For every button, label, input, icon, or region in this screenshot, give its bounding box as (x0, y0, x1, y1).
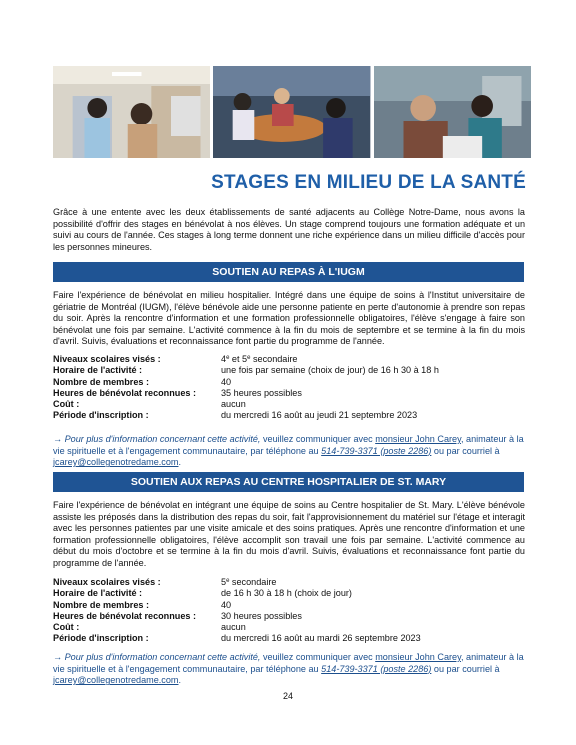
detail-label: Niveaux scolaires visés : (53, 354, 161, 364)
details-iugm (53, 354, 525, 422)
detail-label: Niveaux scolaires visés : (53, 577, 161, 587)
detail-row-cost (53, 399, 525, 410)
detail-label: Horaire de l'activité : (53, 588, 143, 599)
email-link[interactable]: jcarey@collegenotredame.com (53, 675, 179, 686)
detail-row-levels (53, 577, 525, 588)
detail-label: Coût : (53, 399, 80, 410)
phone-number: 514-739-3371 (poste 2286) (321, 663, 432, 674)
page-number: 24 (282, 691, 293, 701)
photo-volunteers-corridor (53, 66, 210, 158)
info-contact-st-mary: → Pour plus d'information concernant cette activité, veuillez communiquer avec monsieur John Carey, animateur à la vie spirituelle et à l'engagement communautaire, par téléphone au 514-739-3371 (poste 2286) ou par courriel à jcarey@collegenotredame.com. (53, 652, 524, 686)
detail-value: du mercredi 16 août au jeudi 21 septembre 2023 (221, 410, 418, 421)
photo-volunteer-patient (374, 66, 531, 158)
photo-strip (53, 66, 531, 158)
detail-row-levels (53, 354, 525, 365)
section-description-iugm: Faire l'expérience de bénévolat en milieu hospitalier. Intégré dans une équipe de soins à l'Institut universitaire de gériatrie de Montréal (IUGM), l'élève bénévole aide une personne patiente en perte d'autonomie à prendre son repas du soir. Après la rencontre d'information et une formation professionnelle obligatoires, l'élève s'engage à faire son bénévolat une fois par semaine. L'activité commence à la fin du mois de septembre et se termine à la fin du mois d'avril. Suivis, évaluations et reconnaissance font partie du programme de l'année. (53, 290, 525, 347)
detail-row-period (53, 410, 525, 421)
detail-value: du mercredi 16 août au mardi 26 septembre 2023 (221, 633, 421, 644)
detail-row-hours (53, 611, 525, 622)
detail-label: Coût : (53, 622, 80, 633)
detail-row-schedule (53, 365, 525, 376)
detail-label: Heures de bénévolat reconnues : (53, 610, 197, 621)
section-heading-iugm: SOUTIEN AU REPAS À L'IUGM (53, 262, 524, 282)
photo-volunteers-table (213, 66, 370, 158)
email-link[interactable]: jcarey@collegenotredame.com (53, 457, 179, 468)
detail-value: aucun (221, 399, 246, 410)
page-title: STAGES EN MILIEU DE LA SANTÉ (211, 172, 526, 193)
detail-value: 35 heures possibles (221, 387, 302, 398)
detail-label: Nombre de membres : (53, 599, 150, 610)
section-heading-st-mary: SOUTIEN AUX REPAS AU CENTRE HOSPITALIER DE ST. MARY (53, 472, 524, 492)
detail-label: Heures de bénévolat reconnues : (53, 387, 197, 398)
detail-label: Nombre de membres : (53, 376, 150, 387)
detail-row-members (53, 600, 525, 611)
intro-paragraph: Grâce à une entente avec les deux établissements de santé adjacents au Collège Notre-Dame, nous avons la possibilité d'offrir des stages en bénévolat à nos élèves. Un stage comprend toujours une formation adéquate et un suivi au cours de l'année. Ces stages à long terme donnent une riche expérience dans un milieu difficile d'accès pour les personnes mineures. (53, 207, 525, 252)
detail-value: 5e secondaire (221, 577, 277, 587)
detail-label: Horaire de l'activité : (53, 365, 143, 376)
detail-value: aucun (221, 622, 246, 633)
contact-name: monsieur John Carey (375, 434, 461, 444)
detail-value: 40 (221, 376, 232, 387)
detail-value: 4e et 5e secondaire (221, 354, 298, 364)
detail-value: 30 heures possibles (221, 610, 302, 621)
detail-value: de 16 h 30 à 18 h (choix de jour) (221, 588, 352, 599)
detail-row-members (53, 377, 525, 388)
detail-row-cost (53, 622, 525, 633)
detail-row-period (53, 633, 525, 644)
detail-value: 40 (221, 599, 232, 610)
info-contact-iugm: → Pour plus d'information concernant cette activité, veuillez communiquer avec monsieur John Carey, animateur à la vie spirituelle et à l'engagement communautaire, par téléphone au 514-739-3371 (poste 2286) ou par courriel à jcarey@collegenotredame.com. (53, 434, 524, 468)
detail-label: Période d'inscription : (53, 633, 149, 644)
detail-label: Période d'inscription : (53, 410, 149, 421)
details-st-mary (53, 577, 525, 645)
detail-row-hours (53, 388, 525, 399)
section-description-st-mary: Faire l'expérience de bénévolat en intégrant une équipe de soins au Centre hospitalier de St. Mary. L'élève bénévole assiste les préposés dans la distribution des repas du soir, fait l'approvisionnement du matériel sur l'étage et interagit avec les personnes patientes par une visite amicale et des soins pratiques. Après une rencontre d'information et une formation professionnelle obligatoires, l'élève accomplit son travail une fois par semaine. L'activité commence au début du mois d'octobre et se termine à la fin du mois d'avril. Suivis, évaluations et reconnaissance font partie du programme de l'année. (53, 500, 525, 568)
contact-name: monsieur John Carey (375, 652, 461, 662)
detail-value: une fois par semaine (choix de jour) de 16 h 30 à 18 h (221, 365, 439, 376)
detail-row-schedule (53, 588, 525, 599)
phone-number: 514-739-3371 (poste 2286) (321, 445, 432, 456)
